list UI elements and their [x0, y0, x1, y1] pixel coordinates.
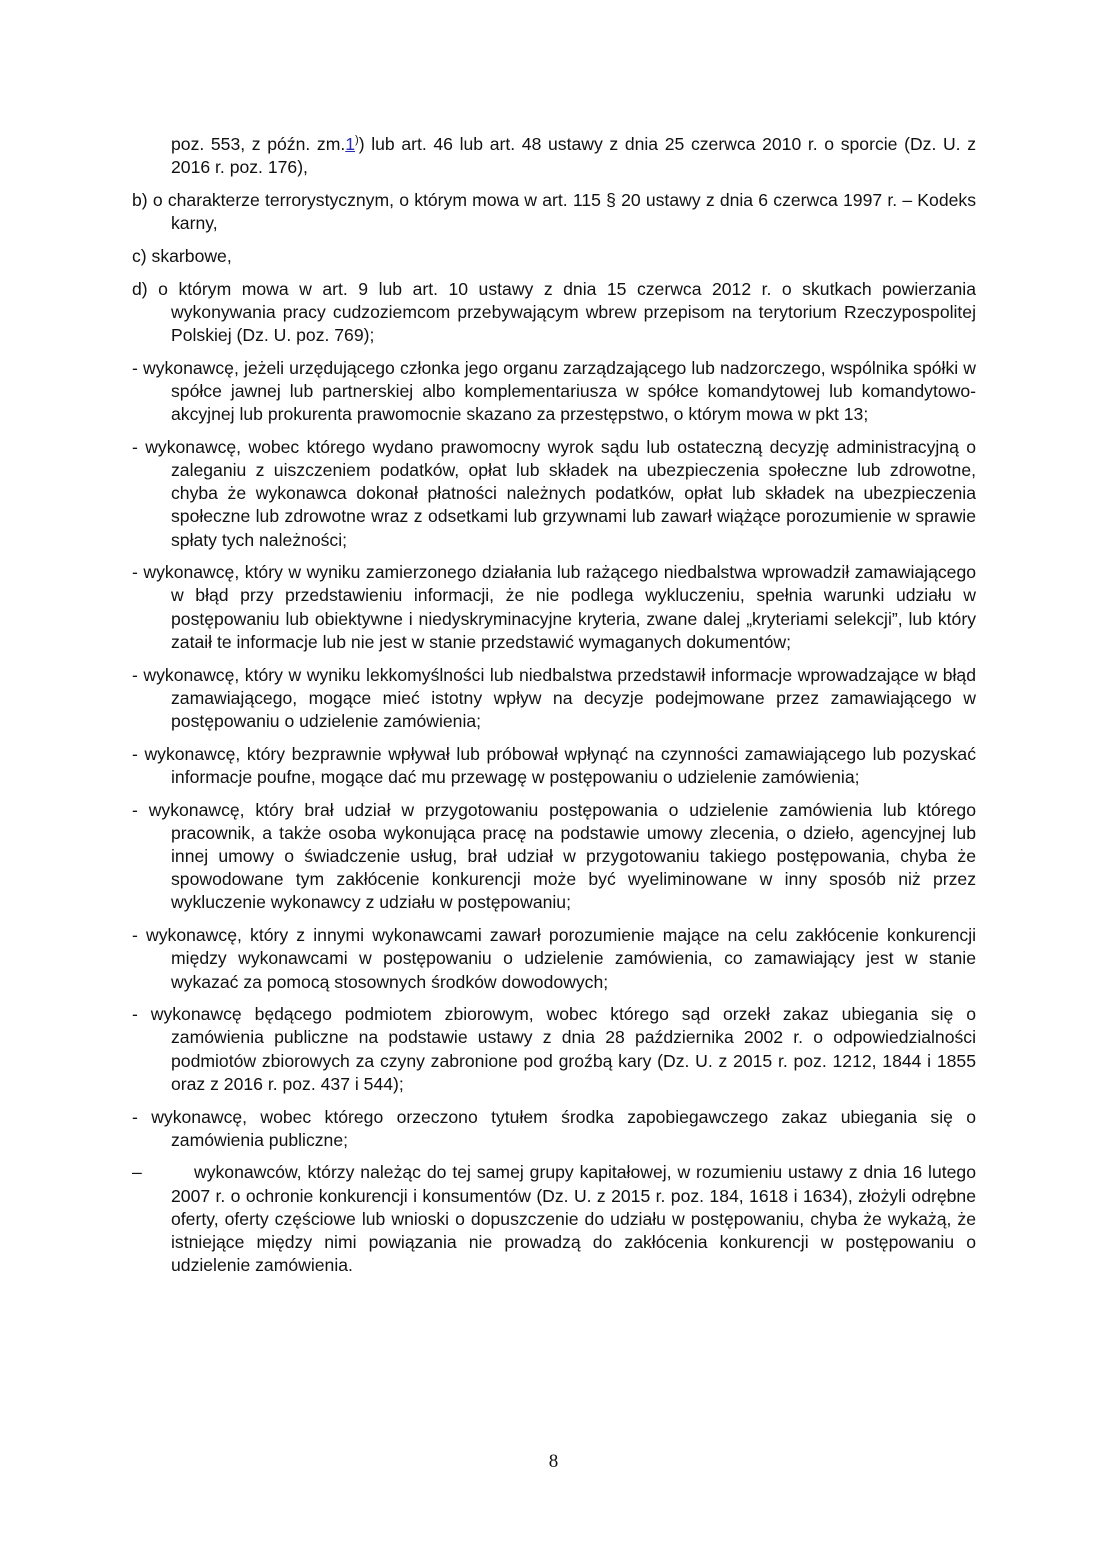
document-body	[132, 133, 976, 1287]
dash-marker: -	[132, 562, 138, 583]
exclusion-item-7	[132, 924, 976, 994]
continuation-text-start: poz. 553, z późn. zm.	[171, 134, 346, 154]
exclusion-item-4	[132, 664, 976, 734]
list-item-text: wykonawcę, który brał udział w przygotowaniu postępowania o udzielenie zamówienia lub którego pracownik, a także osoba wykonująca pracę na podstawie umowy zlecenia, o dzieło, agencyjnej lub innej umowy o świadczenie usług, brał udział w przygotowaniu takiego postępowania, chyba że spowodowane tym zakłócenie konkurencji może być wyeliminowane w inny sposób niż przez wykluczenie wykonawcy z udziału w postępowaniu;	[148, 799, 976, 913]
exclusion-item-10	[132, 1161, 976, 1277]
exclusion-item-5	[132, 743, 976, 789]
list-item-text: wykonawcę, jeżeli urzędującego członka jego organu zarządzającego lub nadzorczego, wspólnika spółki w spółce jawnej lub partnerskiej albo komplementariusza w spółce komandytowej lub komandytowo-akcyjnej lub prokurenta prawomocnie skazano za przestępstwo, o którym mowa w pkt 13;	[143, 357, 976, 425]
list-item-text: wykonawcę, który bezprawnie wpływał lub próbował wpłynąć na czynności zamawiającego lub pozyskać informacje poufne, mogące dać mu przewagę w postępowaniu o udzielenie zamówienia;	[144, 743, 976, 787]
dash-marker: -	[132, 357, 138, 378]
dash-marker: -	[132, 1004, 138, 1025]
exclusion-item-3	[132, 561, 976, 654]
list-item-text: wykonawcę, który w wyniku lekkomyślności lub niedbalstwa przedstawił informacje wprowadzające w błąd zamawiającego, mogące mieć istotny wpływ na decyzje podejmowane przez zamawiającego w postępowaniu o udzielenie zamówienia;	[143, 664, 976, 731]
continuation-paragraph	[132, 133, 976, 179]
list-item-text: wykonawców, którzy należąc do tej samej grupy kapitałowej, w rozumieniu ustawy z dnia 16 lutego 2007 r. o ochronie konkurencji i konsumentów (Dz. U. z 2015 r. poz. 184, 1618 i 1634), złożyli odrębne oferty, oferty częściowe lub wnioski o dopuszczenie do udziału w postępowaniu, chyba że wykażą, że istniejące między nimi powiązania nie prowadzą do zakłócenia konkurencji w postępowaniu o udzielenie zamówienia.	[171, 1162, 976, 1276]
dash-marker: –	[132, 1162, 142, 1183]
list-item-text: wykonawcę, który w wyniku zamierzonego działania lub rażącego niedbalstwa wprowadził zamawiającego w błąd przy przedstawieniu informacji, że nie podlega wykluczeniu, spełnia warunki udziału w postępowaniu lub obiektywne i niedyskryminacyjne kryteria, zwane dalej „kryteriami selekcji”, lub który zataił te informacje lub nie jest w stanie przedstawić wymaganych dokumentów;	[143, 562, 977, 652]
list-item-c	[132, 245, 976, 268]
page-number: 8	[548, 1451, 559, 1472]
list-item-text: o charakterze terrorystycznym, o którym mowa w art. 115 § 20 ustawy z dnia 6 czerwca 1997 r. – Kodeks karny,	[152, 189, 976, 234]
list-marker: d)	[132, 278, 148, 299]
dash-marker: -	[132, 925, 138, 946]
dash-marker: -	[132, 664, 138, 685]
dash-marker: -	[132, 799, 138, 820]
exclusion-item-6	[132, 799, 976, 915]
dash-marker: -	[132, 1106, 138, 1127]
list-item-d	[132, 278, 976, 348]
dash-marker: -	[132, 436, 138, 457]
list-item-text: wykonawcę, który z innymi wykonawcami zawarł porozumienie mające na celu zakłócenie konkurencji między wykonawcami w postępowaniu o udzielenie zamówienia, co zamawiający jest w stanie wykazać za pomocą stosownych środków dowodowych;	[146, 925, 977, 992]
footnote-link[interactable]: 1	[345, 134, 356, 154]
continuation-text-end: ) lub art. 46 lub art. 48 ustawy z dnia 25 czerwca 2010 r. o sporcie (Dz. U. z 2016 r. poz. 176),	[171, 134, 977, 178]
footnote-superscript: )	[355, 134, 359, 147]
list-item-text: o którym mowa w art. 9 lub art. 10 ustawy z dnia 15 czerwca 2012 r. o skutkach powierzania wykonywania pracy cudzoziemcom przebywającym wbrew przepisom na terytorium Rzeczypospolitej Polskiej (Dz. U. poz. 769);	[158, 278, 977, 345]
dash-marker: -	[132, 743, 138, 764]
exclusion-item-2	[132, 436, 976, 552]
list-item-text: skarbowe,	[151, 245, 232, 266]
list-item-b	[132, 189, 976, 235]
list-marker: b)	[132, 189, 148, 210]
list-item-text: wykonawcę będącego podmiotem zbiorowym, wobec którego sąd orzekł zakaz ubiegania się o zamówienia publiczne na podstawie ustawy z dnia 28 października 2002 r. o odpowiedzialności podmiotów zbiorowych za czyny zabronione pod groźbą kary (Dz. U. z 2015 r. poz. 1212, 1844 i 1855 oraz z 2016 r. poz. 437 i 544);	[150, 1004, 977, 1094]
list-item-text: wykonawcę, wobec którego wydano prawomocny wyrok sądu lub ostateczną decyzję administracyjną o zaleganiu z uiszczeniem podatków, opłat lub składek na ubezpieczenia społeczne lub zdrowotne, chyba że wykonawca dokonał płatności należnych podatków, opłat lub składek na ubezpieczenia społeczne lub zdrowotne wraz z odsetkami lub grzywnami lub zawarł wiążące porozumienie w sprawie spłaty tych należności;	[145, 436, 976, 550]
list-item-text: wykonawcę, wobec którego orzeczono tytułem środka zapobiegawczego zakaz ubiegania się o zamówienia publiczne;	[151, 1106, 977, 1150]
exclusion-item-9	[132, 1106, 976, 1152]
list-marker: c)	[132, 245, 147, 266]
exclusion-item-1	[132, 357, 976, 427]
exclusion-item-8	[132, 1003, 976, 1096]
